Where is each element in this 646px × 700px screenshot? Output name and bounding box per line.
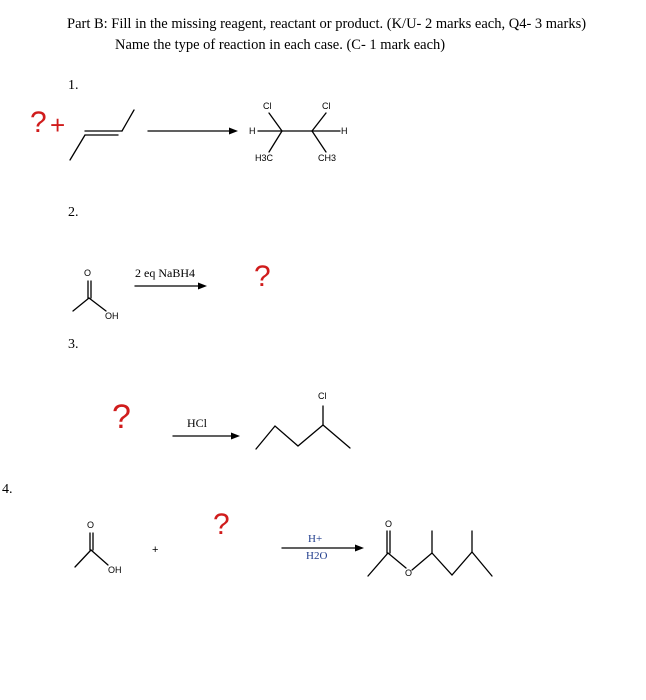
q4-reagent-bottom: H2O bbox=[306, 550, 328, 562]
q2-acid-structure bbox=[73, 281, 106, 311]
q1-alkene-structure bbox=[70, 110, 134, 160]
q1-arrow-head bbox=[229, 128, 238, 135]
q3-product-structure bbox=[256, 406, 350, 449]
q4-ester-label-o: O bbox=[405, 568, 413, 578]
q2-reagent: 2 eq NaBH4 bbox=[135, 266, 195, 280]
question-number-4: 4. bbox=[2, 482, 13, 497]
question-number-3: 3. bbox=[68, 337, 79, 352]
q4-missing-reactant-mark: ? bbox=[213, 508, 230, 541]
q4-reagent-top: H+ bbox=[308, 533, 323, 545]
q2-label-oh: OH bbox=[105, 311, 119, 321]
q2-label-oxygen: O bbox=[84, 268, 92, 278]
q1-label-cl-right: Cl bbox=[322, 101, 331, 111]
q4-ester-label-carbonyl-o: O bbox=[385, 519, 393, 529]
instructions-line-2: Name the type of reaction in each case. (C- 1 mark each) bbox=[115, 37, 446, 53]
q1-label-cl-left: Cl bbox=[263, 101, 272, 111]
q3-reagent: HCl bbox=[187, 416, 208, 430]
q1-missing-reactant-mark: ? bbox=[30, 106, 47, 139]
q4-ester-structure bbox=[368, 531, 492, 576]
q2-arrow-head bbox=[198, 283, 207, 290]
q4-label-oxygen: O bbox=[87, 520, 95, 530]
q1-label-ch3-right: CH3 bbox=[318, 153, 337, 163]
q3-missing-reactant-mark: ? bbox=[112, 398, 131, 436]
q4-plus-sign: + bbox=[152, 544, 159, 556]
q3-arrow-head bbox=[231, 433, 240, 440]
q2-missing-product-mark: ? bbox=[254, 260, 271, 293]
question-number-1: 1. bbox=[68, 78, 79, 93]
q3-label-cl: Cl bbox=[318, 391, 327, 401]
q1-plus-sign: + bbox=[50, 110, 66, 140]
q1-label-h-left: H bbox=[249, 126, 256, 136]
question-number-2: 2. bbox=[68, 205, 79, 220]
q4-acid-structure bbox=[75, 533, 108, 567]
instructions-line-1: Part B: Fill in the missing reagent, reactant or product. (K/U- 2 marks each, Q4- 3 marks) bbox=[67, 16, 587, 32]
q4-label-oh: OH bbox=[108, 565, 122, 575]
q1-product-structure bbox=[258, 113, 340, 152]
q1-label-h-right: H bbox=[341, 126, 348, 136]
q1-label-ch3-left: H3C bbox=[255, 153, 274, 163]
q4-arrow-head bbox=[355, 545, 364, 552]
